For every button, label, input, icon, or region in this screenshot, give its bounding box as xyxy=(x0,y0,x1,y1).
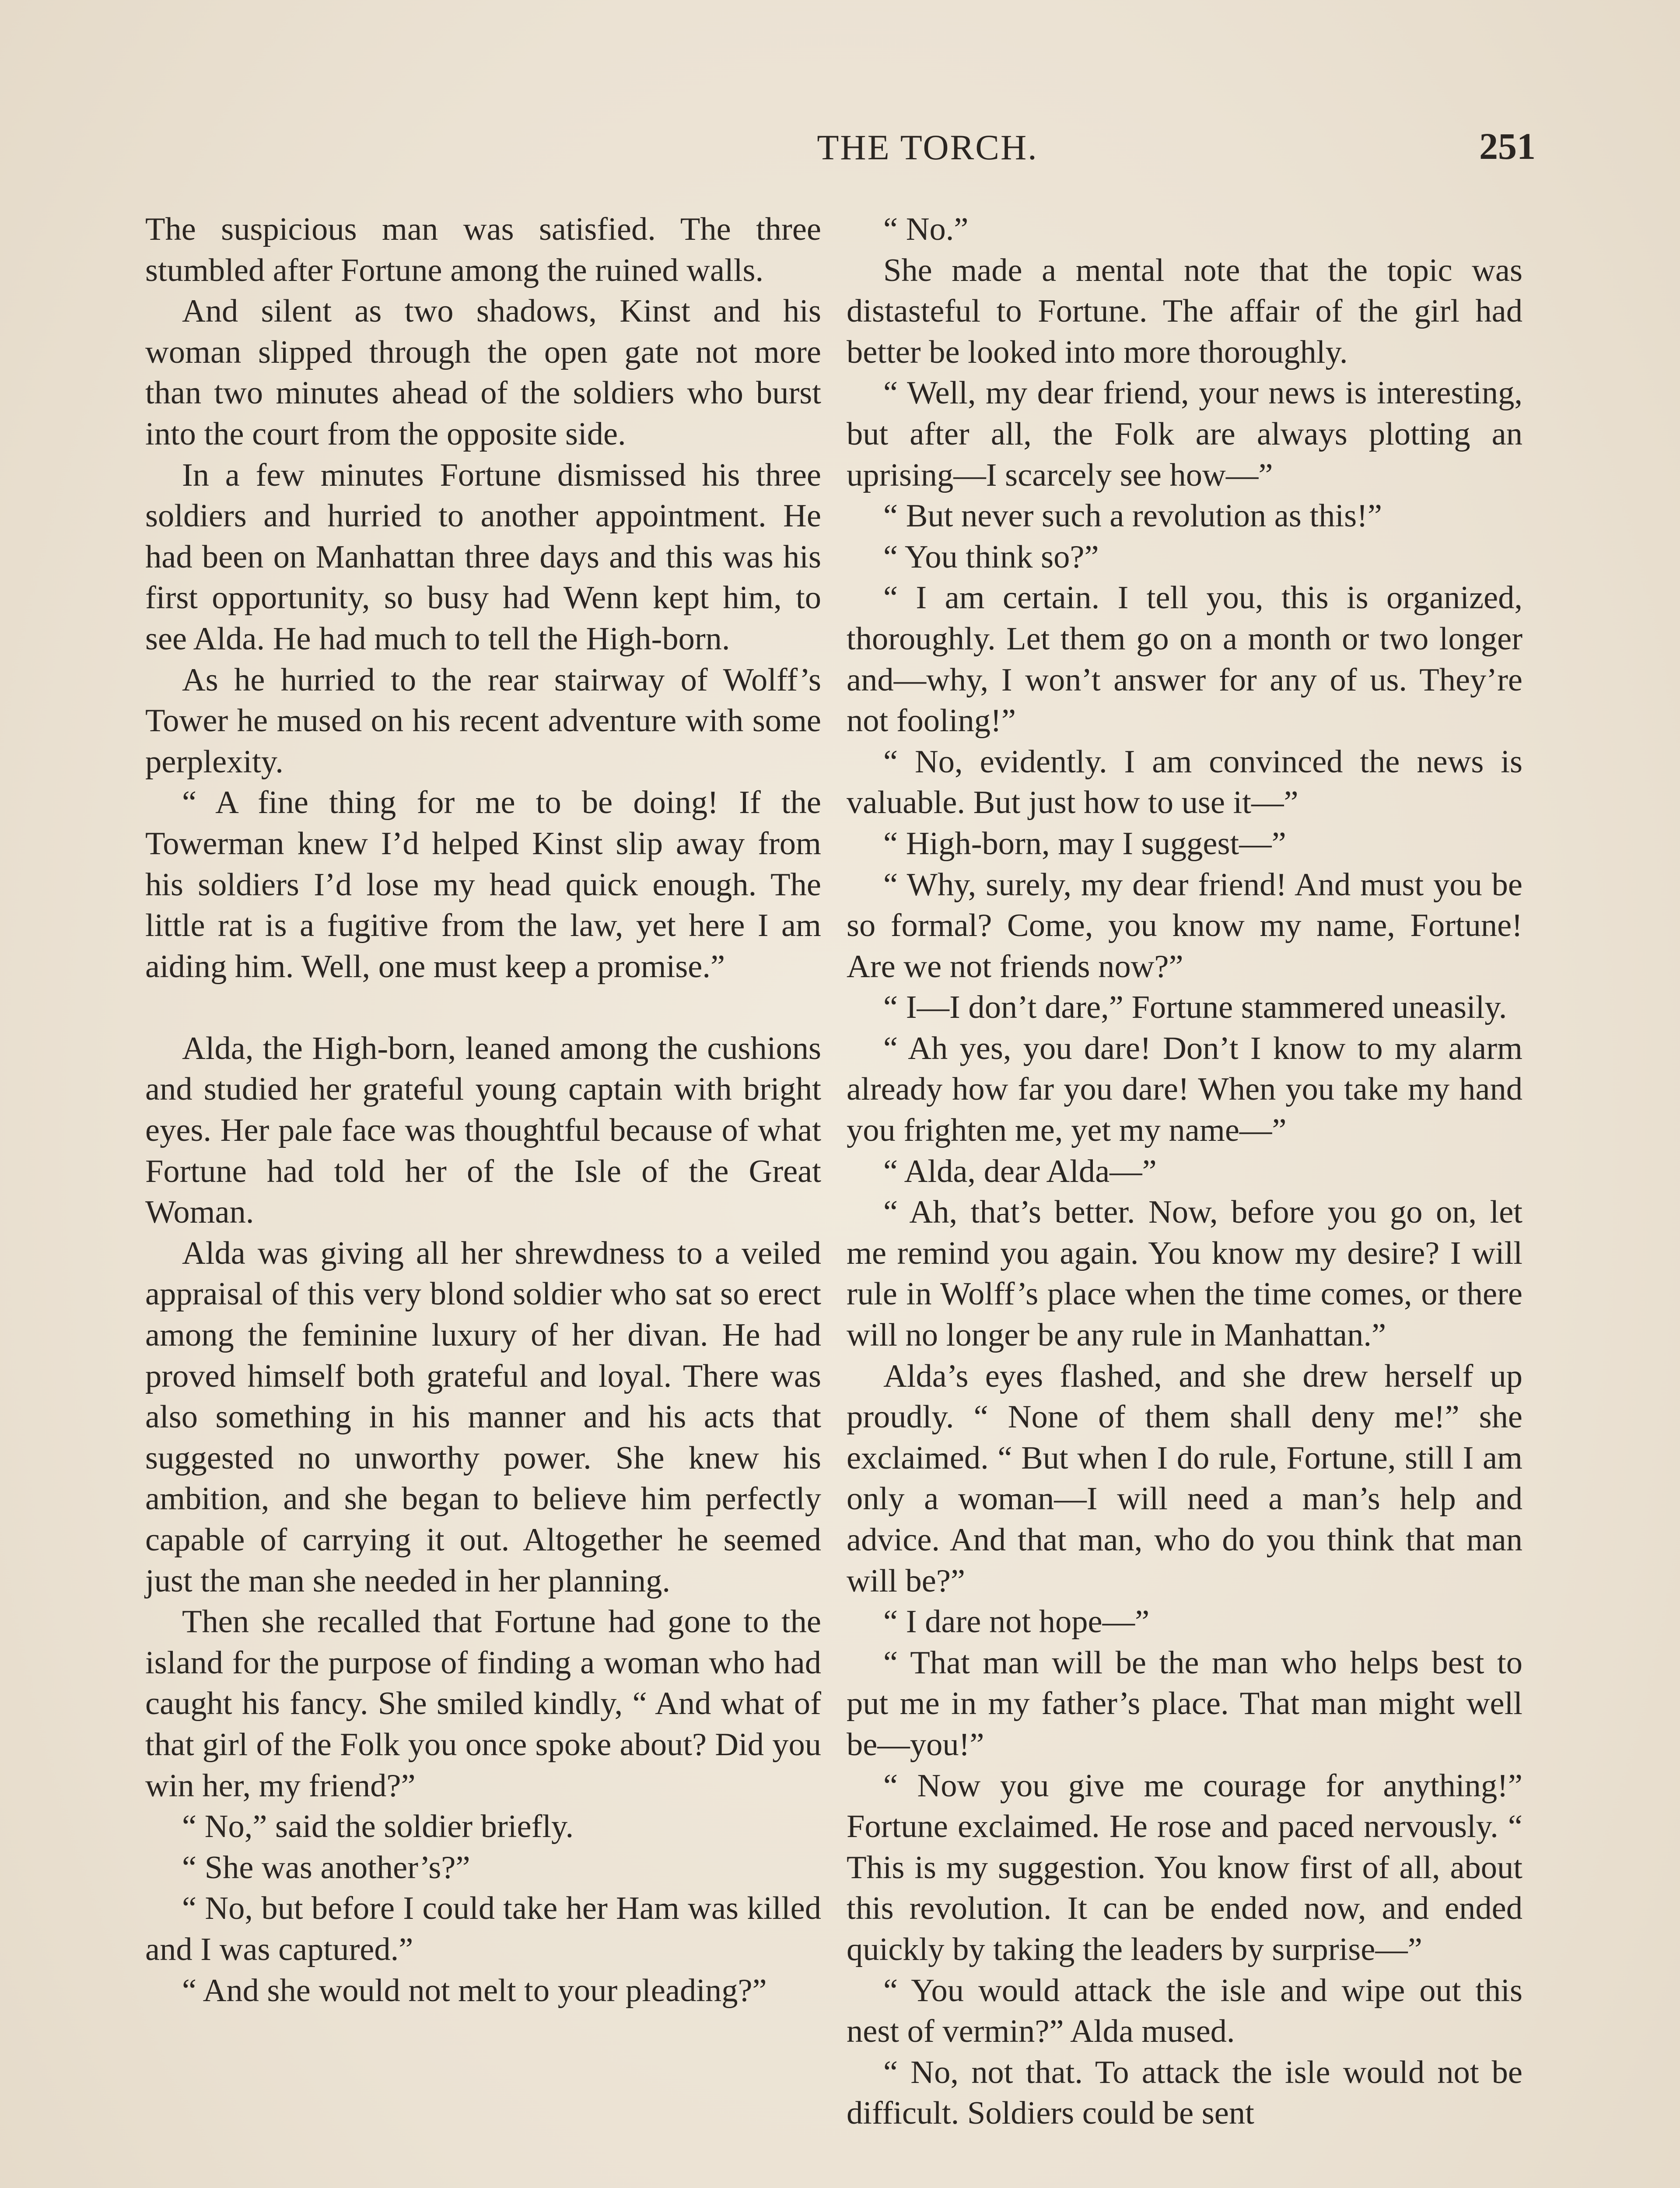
paragraph: “ I—I don’t dare,” Fortune stammered uneasily. xyxy=(883,989,1507,1026)
paragraph: The suspicious man was satisfied. The three stumbled after Fortune among the ruined walls. xyxy=(145,211,821,288)
paragraph: “ Now you give me courage for anything!” Fortune exclaimed. He rose and paced nervously. “ This is my suggestion. You know first of all, about this revolution. It can be ended now, and ended quickly by taking the leaders by surprise—” xyxy=(847,1767,1522,1967)
paragraph: “ No, evidently. I am convinced the news is valuable. But just how to use it—” xyxy=(847,743,1522,821)
paragraph: “ Alda, dear Alda—” xyxy=(883,1153,1157,1189)
paragraph: “ You would attack the isle and wipe out this nest of vermin?” Alda mused. xyxy=(847,1972,1522,2050)
paragraph: And silent as two shadows, Kinst and his woman slipped through the open gate not more than two minutes ahead of the soldiers who burst into the court from the opposite side. xyxy=(145,293,821,452)
paragraph: “ I am certain. I tell you, this is organized, thoroughly. Let them go on a month or two longer and—why, I won’t answer for any of us. They’re not fooling!” xyxy=(847,580,1522,739)
paragraph: “ But never such a revolution as this!” xyxy=(883,498,1382,534)
paragraph: “ Why, surely, my dear friend! And must you be so formal? Come, you know my name, Fortune! Are we not friends now?” xyxy=(847,866,1522,985)
paragraph: “ That man will be the man who helps best to put me in my father’s place. That man might well be—you!” xyxy=(847,1645,1522,1763)
paragraph: “ Ah, that’s better. Now, before you go on, let me remind you again. You know my desire? I will rule in Wolff’s place when the time comes, or there will no longer be any rule in Manhattan.” xyxy=(847,1194,1522,1353)
paragraph: “ Ah yes, you dare! Don’t I know to my alarm already how far you dare! When you take my hand you frighten me, yet my name—” xyxy=(847,1030,1522,1149)
paragraph: “ No, not that. To attack the isle would not be difficult. Soldiers could be sent xyxy=(847,2054,1522,2132)
paragraph: In a few minutes Fortune dismissed his three soldiers and hurried to another appointment. He had been on Manhattan three days and this was his first opportunity, so busy had Wenn kept him, to see Alda. He had much to tell the High-born. xyxy=(145,457,821,657)
paragraph: “ You think so?” xyxy=(883,539,1099,575)
paragraph: “ High-born, may I suggest—” xyxy=(883,825,1286,862)
paragraph: As he hurried to the rear stairway of Wolff’s Tower he mused on his recent adventure with some perplexity. xyxy=(145,662,821,780)
paragraph: “ I dare not hope—” xyxy=(883,1604,1150,1640)
paragraph: Alda was giving all her shrewdness to a veiled appraisal of this very blond soldier who sat so erect among the feminine luxury of her divan. He had proved himself both grateful and loyal. There was also something in his manner and his acts that suggested no unworthy power. She knew his ambition, and she began to believe him perfectly capable of carrying it out. Altogether he seemed just the man she needed in her planning. xyxy=(145,1235,821,1599)
left-column xyxy=(145,209,821,2011)
running-head: THE TORCH. xyxy=(817,127,1038,167)
paragraph: “ No, but before I could take her Ham was killed and I was captured.” xyxy=(145,1890,821,1967)
paragraph: Alda’s eyes flashed, and she drew herself up proudly. “ None of them shall deny me!” she exclaimed. “ But when I do rule, Fortune, still I am only a woman—I will need a man’s help and advice. And that man, who do you think that man will be?” xyxy=(847,1358,1522,1599)
page-header xyxy=(144,127,1536,175)
paragraph: She made a mental note that the topic was distasteful to Fortune. The affair of the girl had better be looked into more thoroughly. xyxy=(847,252,1522,370)
paragraph: Alda, the High-born, leaned among the cushions and studied her grateful young captain with bright eyes. Her pale face was thoughtful because of what Fortune had told her of the Isle of the Great Woman. xyxy=(145,1030,821,1231)
paragraph: “ No,” said the soldier briefly. xyxy=(182,1809,574,1845)
paragraph: “ A fine thing for me to be doing! If the Towerman knew I’d helped Kinst slip away from his soldiers I’d lose my head quick enough. The little rat is a fugitive from the law, yet here I am aiding him. Well, one must keep a promise.” xyxy=(145,785,821,985)
right-column xyxy=(847,209,1522,2134)
paragraph: “ She was another’s?” xyxy=(182,1849,470,1886)
paragraph: “ And she would not melt to your pleading?” xyxy=(182,1972,767,2009)
paragraph: Then she recalled that Fortune had gone to the island for the purpose of finding a woman who had caught his fancy. She smiled kindly, “ And what of that girl of the Folk you once spoke about? Did you win her, my friend?” xyxy=(145,1604,821,1804)
paragraph: “ Well, my dear friend, your news is interesting, but after all, the Folk are always plotting an uprising—I scarcely see how—” xyxy=(847,375,1522,493)
page-number: 251 xyxy=(1479,125,1536,167)
paragraph: “ No.” xyxy=(883,211,969,247)
